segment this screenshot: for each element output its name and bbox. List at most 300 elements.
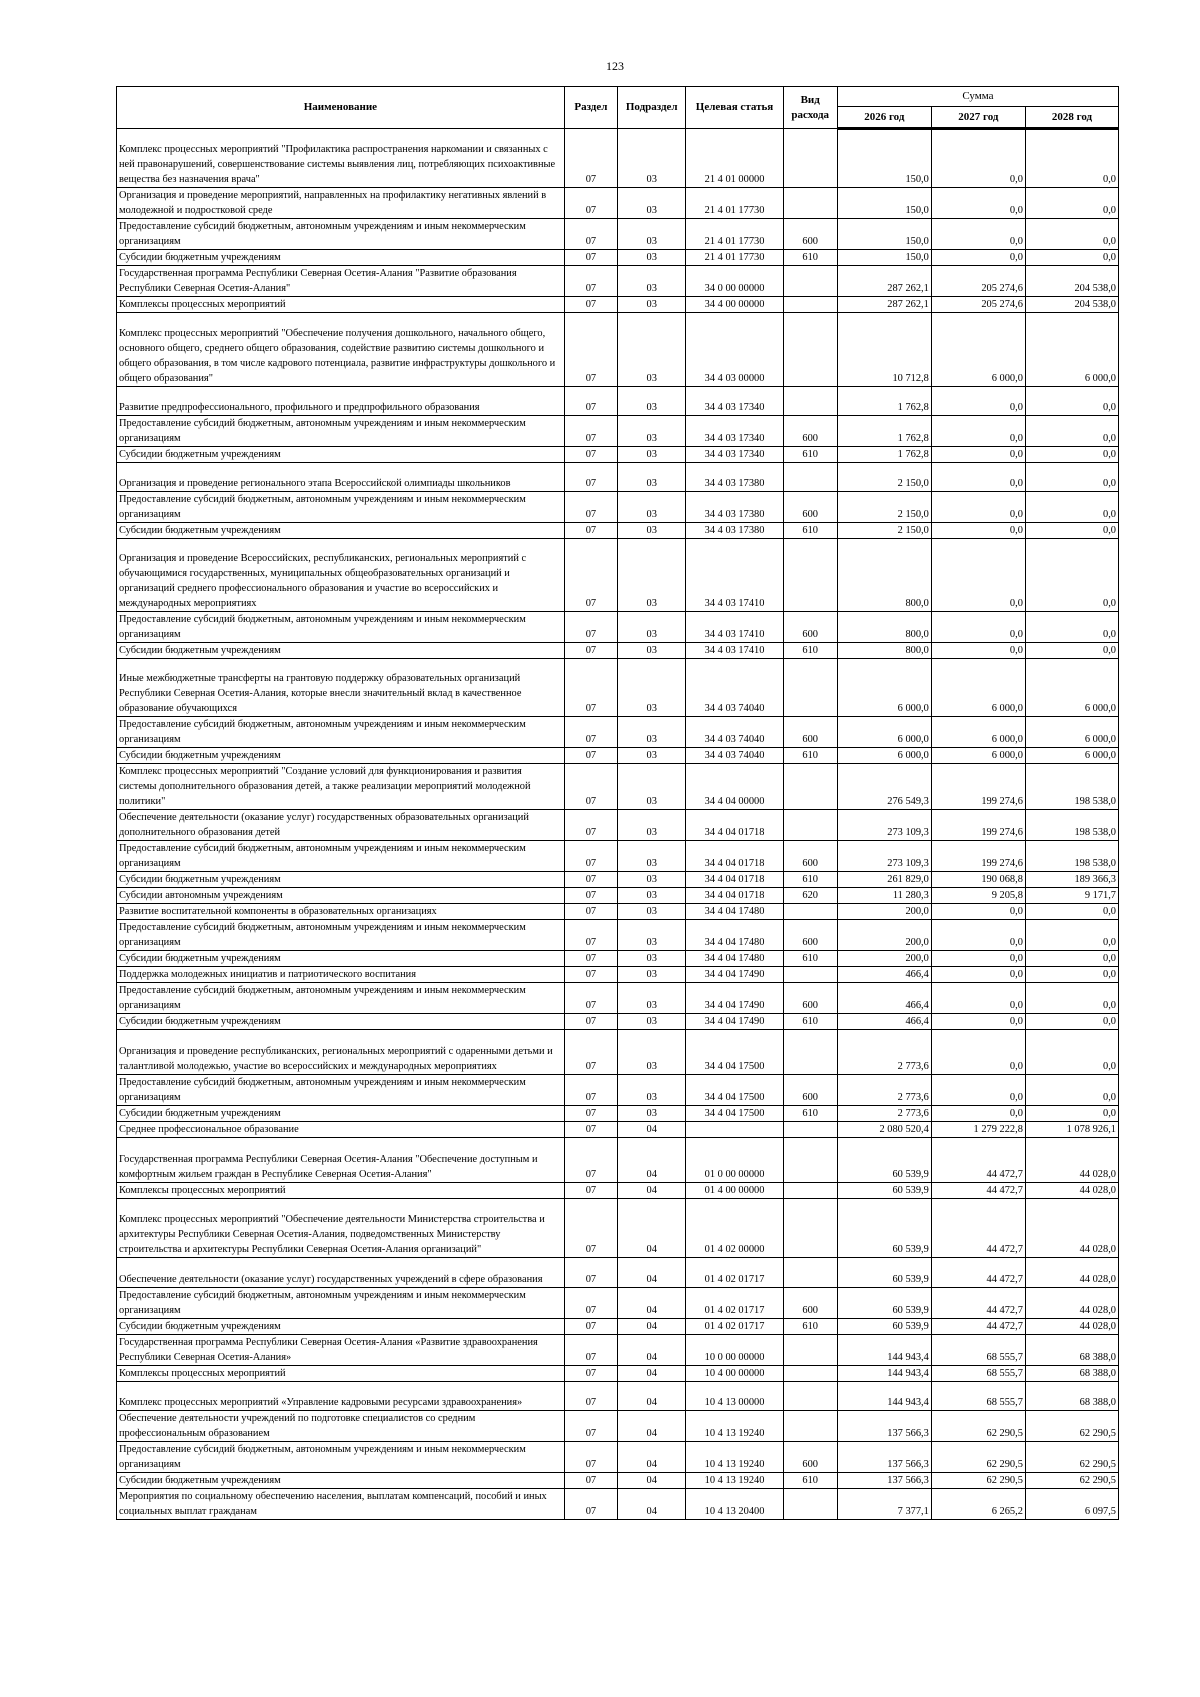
- row-sum-2026: 6 000,0: [837, 748, 931, 764]
- table-row: [117, 967, 1119, 983]
- row-sum-2027: 0,0: [931, 387, 1025, 416]
- row-target-article: 34 4 04 17480: [686, 951, 783, 967]
- table-row: [117, 1288, 1119, 1319]
- row-podrazdel: 03: [617, 841, 686, 872]
- table-row: [117, 297, 1119, 313]
- row-target-article: 34 4 03 17380: [686, 463, 783, 492]
- row-podrazdel: 03: [617, 387, 686, 416]
- row-podrazdel: 03: [617, 266, 686, 297]
- row-razdel: 07: [564, 1473, 617, 1489]
- table-row: [117, 416, 1119, 447]
- row-expense-type: [783, 1366, 837, 1382]
- row-target-article: 34 0 00 00000: [686, 266, 783, 297]
- row-name: Субсидии бюджетным учреждениям: [117, 1014, 565, 1030]
- row-sum-2027: 6 000,0: [931, 748, 1025, 764]
- table-row: [117, 612, 1119, 643]
- row-expense-type: 600: [783, 1442, 837, 1473]
- row-target-article: 34 4 03 17380: [686, 492, 783, 523]
- row-expense-type: 610: [783, 951, 837, 967]
- row-podrazdel: 03: [617, 1014, 686, 1030]
- row-expense-type: [783, 463, 837, 492]
- row-razdel: 07: [564, 492, 617, 523]
- row-expense-type: [783, 1030, 837, 1075]
- row-sum-2026: 1 762,8: [837, 387, 931, 416]
- row-name: Организация и проведение республиканских, региональных мероприятий с одаренными детьми и талантливой молодежью, участие во всероссийских и международных мероприятиях: [117, 1030, 565, 1075]
- row-expense-type: 600: [783, 841, 837, 872]
- row-sum-2026: 2 773,6: [837, 1030, 931, 1075]
- row-podrazdel: 03: [617, 1106, 686, 1122]
- row-expense-type: [783, 188, 837, 219]
- row-podrazdel: 03: [617, 764, 686, 810]
- table-row: [117, 523, 1119, 539]
- header-razdel: Раздел: [564, 87, 617, 129]
- row-name: Развитие предпрофессионального, профильного и предпрофильного образования: [117, 387, 565, 416]
- row-podrazdel: 03: [617, 416, 686, 447]
- row-target-article: 34 4 03 17340: [686, 416, 783, 447]
- row-razdel: 07: [564, 764, 617, 810]
- row-name: Комплекс процессных мероприятий «Управление кадровыми ресурсами здравоохранения»: [117, 1382, 565, 1411]
- table-row: [117, 1122, 1119, 1138]
- row-sum-2028: 0,0: [1025, 1106, 1118, 1122]
- row-sum-2027: 6 000,0: [931, 659, 1025, 717]
- row-name: Предоставление субсидий бюджетным, автономным учреждениям и иным некоммерческим организациям: [117, 1288, 565, 1319]
- row-sum-2028: 0,0: [1025, 951, 1118, 967]
- row-podrazdel: 03: [617, 297, 686, 313]
- table-row: [117, 659, 1119, 717]
- row-podrazdel: 03: [617, 129, 686, 188]
- row-podrazdel: 03: [617, 612, 686, 643]
- row-podrazdel: 04: [617, 1442, 686, 1473]
- row-sum-2028: 0,0: [1025, 447, 1118, 463]
- row-expense-type: 610: [783, 748, 837, 764]
- row-razdel: 07: [564, 1075, 617, 1106]
- row-expense-type: 610: [783, 872, 837, 888]
- header-year-2028: 2028 год: [1025, 107, 1118, 129]
- row-target-article: 01 4 02 01717: [686, 1288, 783, 1319]
- row-podrazdel: 03: [617, 951, 686, 967]
- row-podrazdel: 04: [617, 1335, 686, 1366]
- row-name: Комплексы процессных мероприятий: [117, 297, 565, 313]
- row-sum-2026: 60 539,9: [837, 1288, 931, 1319]
- row-razdel: 07: [564, 1122, 617, 1138]
- row-sum-2027: 44 472,7: [931, 1138, 1025, 1183]
- row-expense-type: 600: [783, 920, 837, 951]
- row-sum-2028: 1 078 926,1: [1025, 1122, 1118, 1138]
- row-podrazdel: 04: [617, 1138, 686, 1183]
- row-name: Мероприятия по социальному обеспечению населения, выплатам компенсаций, пособий и иных социальных выплат гражданам: [117, 1489, 565, 1520]
- row-name: Субсидии бюджетным учреждениям: [117, 1106, 565, 1122]
- row-razdel: 07: [564, 872, 617, 888]
- row-sum-2027: 190 068,8: [931, 872, 1025, 888]
- row-target-article: 34 4 03 17340: [686, 387, 783, 416]
- row-target-article: 10 4 13 20400: [686, 1489, 783, 1520]
- row-podrazdel: 04: [617, 1288, 686, 1319]
- row-expense-type: [783, 266, 837, 297]
- row-name: Субсидии бюджетным учреждениям: [117, 951, 565, 967]
- row-sum-2028: 44 028,0: [1025, 1183, 1118, 1199]
- row-sum-2026: 261 829,0: [837, 872, 931, 888]
- row-podrazdel: 03: [617, 447, 686, 463]
- table-row: [117, 1319, 1119, 1335]
- row-razdel: 07: [564, 841, 617, 872]
- row-sum-2028: 0,0: [1025, 463, 1118, 492]
- table-row: [117, 387, 1119, 416]
- table-row: [117, 250, 1119, 266]
- row-sum-2026: 273 109,3: [837, 841, 931, 872]
- row-name: Предоставление субсидий бюджетным, автономным учреждениям и иным некоммерческим организациям: [117, 920, 565, 951]
- row-sum-2027: 199 274,6: [931, 764, 1025, 810]
- row-target-article: [686, 1122, 783, 1138]
- row-sum-2027: 0,0: [931, 129, 1025, 188]
- row-sum-2028: 62 290,5: [1025, 1473, 1118, 1489]
- row-sum-2026: 137 566,3: [837, 1411, 931, 1442]
- row-sum-2027: 44 472,7: [931, 1199, 1025, 1258]
- header-name: Наименование: [117, 87, 565, 129]
- row-sum-2026: 11 280,3: [837, 888, 931, 904]
- row-sum-2027: 44 472,7: [931, 1183, 1025, 1199]
- row-podrazdel: 03: [617, 523, 686, 539]
- row-sum-2026: 800,0: [837, 539, 931, 612]
- row-expense-type: 600: [783, 612, 837, 643]
- page-number: 123: [606, 59, 624, 73]
- row-podrazdel: 04: [617, 1319, 686, 1335]
- row-podrazdel: 04: [617, 1258, 686, 1288]
- row-podrazdel: 03: [617, 748, 686, 764]
- row-sum-2026: 144 943,4: [837, 1335, 931, 1366]
- row-sum-2027: 0,0: [931, 447, 1025, 463]
- row-sum-2027: 0,0: [931, 904, 1025, 920]
- row-expense-type: 600: [783, 416, 837, 447]
- row-sum-2027: 62 290,5: [931, 1411, 1025, 1442]
- row-expense-type: 610: [783, 447, 837, 463]
- row-sum-2026: 466,4: [837, 983, 931, 1014]
- table-row: [117, 1075, 1119, 1106]
- row-expense-type: 610: [783, 1319, 837, 1335]
- table-row: [117, 717, 1119, 748]
- row-sum-2027: 0,0: [931, 492, 1025, 523]
- row-sum-2026: 6 000,0: [837, 659, 931, 717]
- row-target-article: 10 4 13 00000: [686, 1382, 783, 1411]
- row-razdel: 07: [564, 1014, 617, 1030]
- row-name: Среднее профессиональное образование: [117, 1122, 565, 1138]
- table-row: [117, 764, 1119, 810]
- row-expense-type: [783, 1183, 837, 1199]
- table-row: [117, 951, 1119, 967]
- row-target-article: 10 4 13 19240: [686, 1442, 783, 1473]
- row-name: Субсидии бюджетным учреждениям: [117, 643, 565, 659]
- row-podrazdel: 03: [617, 463, 686, 492]
- row-sum-2028: 0,0: [1025, 539, 1118, 612]
- row-podrazdel: 04: [617, 1489, 686, 1520]
- row-podrazdel: 03: [617, 643, 686, 659]
- row-podrazdel: 03: [617, 717, 686, 748]
- row-sum-2026: 60 539,9: [837, 1199, 931, 1258]
- row-name: Обеспечение деятельности (оказание услуг) государственных образовательных организаций дополнительного образования детей: [117, 810, 565, 841]
- row-sum-2026: 466,4: [837, 1014, 931, 1030]
- row-expense-type: 600: [783, 492, 837, 523]
- row-target-article: 21 4 01 17730: [686, 188, 783, 219]
- row-razdel: 07: [564, 1319, 617, 1335]
- row-sum-2027: 44 472,7: [931, 1258, 1025, 1288]
- row-sum-2027: 0,0: [931, 612, 1025, 643]
- row-sum-2028: 44 028,0: [1025, 1199, 1118, 1258]
- row-name: Комплексы процессных мероприятий: [117, 1366, 565, 1382]
- row-razdel: 07: [564, 1258, 617, 1288]
- row-target-article: 34 4 03 74040: [686, 659, 783, 717]
- header-expense-type: Вид расхода: [783, 87, 837, 129]
- row-sum-2026: 273 109,3: [837, 810, 931, 841]
- table-row: [117, 1489, 1119, 1520]
- row-name: Предоставление субсидий бюджетным, автономным учреждениям и иным некоммерческим организациям: [117, 717, 565, 748]
- table-row: [117, 1199, 1119, 1258]
- row-expense-type: [783, 967, 837, 983]
- row-expense-type: [783, 539, 837, 612]
- row-razdel: 07: [564, 967, 617, 983]
- row-target-article: 34 4 04 17500: [686, 1030, 783, 1075]
- table-row: [117, 539, 1119, 612]
- row-name: Субсидии бюджетным учреждениям: [117, 1319, 565, 1335]
- table-row: [117, 1411, 1119, 1442]
- row-expense-type: 610: [783, 1106, 837, 1122]
- table-row: [117, 1382, 1119, 1411]
- row-sum-2026: 2 150,0: [837, 492, 931, 523]
- row-razdel: 07: [564, 1106, 617, 1122]
- row-sum-2028: 9 171,7: [1025, 888, 1118, 904]
- row-sum-2027: 0,0: [931, 250, 1025, 266]
- row-target-article: 21 4 01 00000: [686, 129, 783, 188]
- row-expense-type: 620: [783, 888, 837, 904]
- row-target-article: 01 4 02 01717: [686, 1258, 783, 1288]
- row-sum-2028: 6 000,0: [1025, 313, 1118, 387]
- table-row: [117, 463, 1119, 492]
- row-sum-2026: 60 539,9: [837, 1258, 931, 1288]
- row-sum-2027: 0,0: [931, 920, 1025, 951]
- row-sum-2028: 0,0: [1025, 1014, 1118, 1030]
- row-expense-type: [783, 129, 837, 188]
- row-razdel: 07: [564, 1199, 617, 1258]
- row-sum-2028: 0,0: [1025, 387, 1118, 416]
- row-target-article: 01 4 02 01717: [686, 1319, 783, 1335]
- row-razdel: 07: [564, 416, 617, 447]
- row-sum-2028: 0,0: [1025, 1075, 1118, 1106]
- row-expense-type: [783, 1122, 837, 1138]
- row-target-article: 01 4 00 00000: [686, 1183, 783, 1199]
- row-expense-type: [783, 1199, 837, 1258]
- row-razdel: 07: [564, 188, 617, 219]
- table-row: [117, 983, 1119, 1014]
- row-name: Обеспечение деятельности учреждений по подготовке специалистов со средним профессиональным образованием: [117, 1411, 565, 1442]
- header-target-article: Целевая статья: [686, 87, 783, 129]
- row-expense-type: 600: [783, 1075, 837, 1106]
- row-podrazdel: 03: [617, 539, 686, 612]
- header-year-2027: 2027 год: [931, 107, 1025, 129]
- row-podrazdel: 03: [617, 888, 686, 904]
- row-podrazdel: 04: [617, 1183, 686, 1199]
- row-sum-2026: 1 762,8: [837, 416, 931, 447]
- row-podrazdel: 03: [617, 250, 686, 266]
- row-sum-2027: 9 205,8: [931, 888, 1025, 904]
- row-sum-2027: 205 274,6: [931, 266, 1025, 297]
- row-expense-type: 610: [783, 250, 837, 266]
- row-razdel: 07: [564, 659, 617, 717]
- row-sum-2028: 44 028,0: [1025, 1319, 1118, 1335]
- row-name: Развитие воспитательной компоненты в образовательных организациях: [117, 904, 565, 920]
- table-row: [117, 1138, 1119, 1183]
- row-sum-2026: 200,0: [837, 904, 931, 920]
- row-razdel: 07: [564, 717, 617, 748]
- row-name: Государственная программа Республики Северная Осетия-Алания «Развитие здравоохранения Республики Северная Осетия-Алания»: [117, 1335, 565, 1366]
- row-podrazdel: 03: [617, 983, 686, 1014]
- row-razdel: 07: [564, 748, 617, 764]
- table-row: [117, 643, 1119, 659]
- row-target-article: 01 0 00 00000: [686, 1138, 783, 1183]
- row-sum-2028: 68 388,0: [1025, 1366, 1118, 1382]
- row-target-article: 34 4 04 17480: [686, 920, 783, 951]
- row-name: Предоставление субсидий бюджетным, автономным учреждениям и иным некоммерческим организациям: [117, 1442, 565, 1473]
- table-row: [117, 810, 1119, 841]
- row-sum-2027: 44 472,7: [931, 1319, 1025, 1335]
- row-sum-2027: 44 472,7: [931, 1288, 1025, 1319]
- row-sum-2028: 0,0: [1025, 129, 1118, 188]
- row-expense-type: 600: [783, 219, 837, 250]
- row-name: Иные межбюджетные трансферты на грантовую поддержку образовательных организаций Республики Северная Осетия-Алания, которые внесли значительный вклад в качественное образование обучающихся: [117, 659, 565, 717]
- row-expense-type: 610: [783, 523, 837, 539]
- row-podrazdel: 03: [617, 1030, 686, 1075]
- row-sum-2028: 189 366,3: [1025, 872, 1118, 888]
- row-sum-2026: 287 262,1: [837, 297, 931, 313]
- table-row: [117, 313, 1119, 387]
- row-target-article: 34 4 04 00000: [686, 764, 783, 810]
- row-razdel: 07: [564, 643, 617, 659]
- table-row: [117, 1335, 1119, 1366]
- row-razdel: 07: [564, 1366, 617, 1382]
- row-target-article: 34 4 04 17480: [686, 904, 783, 920]
- row-sum-2026: 276 549,3: [837, 764, 931, 810]
- row-sum-2026: 137 566,3: [837, 1473, 931, 1489]
- row-sum-2027: 0,0: [931, 463, 1025, 492]
- row-sum-2026: 200,0: [837, 920, 931, 951]
- row-razdel: 07: [564, 387, 617, 416]
- row-sum-2028: 0,0: [1025, 250, 1118, 266]
- row-sum-2027: 0,0: [931, 1106, 1025, 1122]
- row-target-article: 01 4 02 00000: [686, 1199, 783, 1258]
- budget-table: [116, 86, 1119, 1520]
- row-sum-2026: 6 000,0: [837, 717, 931, 748]
- header-podrazdel: Подраздел: [617, 87, 686, 129]
- row-sum-2026: 60 539,9: [837, 1138, 931, 1183]
- row-razdel: 07: [564, 266, 617, 297]
- row-sum-2027: 199 274,6: [931, 841, 1025, 872]
- row-razdel: 07: [564, 1183, 617, 1199]
- row-sum-2027: 62 290,5: [931, 1442, 1025, 1473]
- row-target-article: 34 4 03 17380: [686, 523, 783, 539]
- table-body: [117, 129, 1119, 1520]
- row-name: Комплекс процессных мероприятий "Обеспечение деятельности Министерства строительства и архитектуры Республики Северная Осетия-Алания, подведомственных Министерству строительства и архитектуры Республики Северная Осетия-Алания организаций": [117, 1199, 565, 1258]
- row-sum-2028: 0,0: [1025, 612, 1118, 643]
- row-sum-2026: 150,0: [837, 188, 931, 219]
- row-expense-type: 610: [783, 643, 837, 659]
- row-sum-2026: 60 539,9: [837, 1319, 931, 1335]
- row-podrazdel: 03: [617, 219, 686, 250]
- row-podrazdel: 03: [617, 659, 686, 717]
- row-target-article: 34 4 03 17410: [686, 539, 783, 612]
- row-name: Комплекс процессных мероприятий "Создание условий для функционирования и развития системы дополнительного образования детей, а также реализации мероприятий молодежной политики": [117, 764, 565, 810]
- row-expense-type: 610: [783, 1014, 837, 1030]
- row-target-article: 10 4 00 00000: [686, 1366, 783, 1382]
- table-row: [117, 841, 1119, 872]
- row-name: Предоставление субсидий бюджетным, автономным учреждениям и иным некоммерческим организациям: [117, 612, 565, 643]
- table-row: [117, 492, 1119, 523]
- row-sum-2027: 0,0: [931, 643, 1025, 659]
- row-sum-2027: 6 000,0: [931, 717, 1025, 748]
- row-sum-2028: 198 538,0: [1025, 764, 1118, 810]
- row-razdel: 07: [564, 313, 617, 387]
- row-sum-2027: 0,0: [931, 1075, 1025, 1106]
- row-sum-2026: 800,0: [837, 612, 931, 643]
- row-sum-2028: 0,0: [1025, 416, 1118, 447]
- row-sum-2026: 150,0: [837, 250, 931, 266]
- row-name: Субсидии бюджетным учреждениям: [117, 447, 565, 463]
- row-podrazdel: 03: [617, 188, 686, 219]
- row-podrazdel: 04: [617, 1122, 686, 1138]
- row-expense-type: [783, 1382, 837, 1411]
- row-target-article: 10 4 13 19240: [686, 1473, 783, 1489]
- row-target-article: 34 4 00 00000: [686, 297, 783, 313]
- row-razdel: 07: [564, 1138, 617, 1183]
- row-target-article: 34 4 04 17490: [686, 983, 783, 1014]
- row-sum-2026: 144 943,4: [837, 1366, 931, 1382]
- row-expense-type: [783, 387, 837, 416]
- row-name: Предоставление субсидий бюджетным, автономным учреждениям и иным некоммерческим организациям: [117, 219, 565, 250]
- row-sum-2027: 199 274,6: [931, 810, 1025, 841]
- row-expense-type: [783, 659, 837, 717]
- row-sum-2026: 150,0: [837, 129, 931, 188]
- table-row: [117, 219, 1119, 250]
- row-name: Предоставление субсидий бюджетным, автономным учреждениям и иным некоммерческим организациям: [117, 841, 565, 872]
- row-sum-2028: 0,0: [1025, 523, 1118, 539]
- row-podrazdel: 03: [617, 904, 686, 920]
- row-razdel: 07: [564, 983, 617, 1014]
- row-target-article: 34 4 03 00000: [686, 313, 783, 387]
- header-year-2026: 2026 год: [837, 107, 931, 129]
- row-expense-type: [783, 313, 837, 387]
- row-razdel: 07: [564, 810, 617, 841]
- row-sum-2027: 0,0: [931, 951, 1025, 967]
- row-target-article: 34 4 04 17490: [686, 967, 783, 983]
- row-sum-2028: 198 538,0: [1025, 810, 1118, 841]
- row-sum-2027: 0,0: [931, 967, 1025, 983]
- row-sum-2026: 466,4: [837, 967, 931, 983]
- row-podrazdel: 04: [617, 1382, 686, 1411]
- row-razdel: 07: [564, 1489, 617, 1520]
- row-razdel: 07: [564, 463, 617, 492]
- row-sum-2026: 60 539,9: [837, 1183, 931, 1199]
- row-podrazdel: 03: [617, 920, 686, 951]
- table-row: [117, 188, 1119, 219]
- row-expense-type: 600: [783, 717, 837, 748]
- row-expense-type: [783, 810, 837, 841]
- row-name: Комплекс процессных мероприятий "Обеспечение получения дошкольного, начального общего, основного общего, среднего общего образования, содействие развитию системы дошкольного и общего образования, в том числе кадрового потенциала, развитие инфраструктуры дошкольного и общего образования": [117, 313, 565, 387]
- table-row: [117, 1014, 1119, 1030]
- row-razdel: 07: [564, 888, 617, 904]
- row-name: Организация и проведение Всероссийских, республиканских, региональных мероприятий с обучающимися государственных, муниципальных общеобразовательных организаций и организаций среднего профессионального образования и участие во всероссийских и международных мероприятиях: [117, 539, 565, 612]
- row-sum-2026: 7 377,1: [837, 1489, 931, 1520]
- row-sum-2028: 0,0: [1025, 219, 1118, 250]
- row-sum-2027: 1 279 222,8: [931, 1122, 1025, 1138]
- row-sum-2026: 2 080 520,4: [837, 1122, 931, 1138]
- row-name: Комплекс процессных мероприятий "Профилактика распространения наркомании и связанных с ней правонарушений, совершенствование системы выявления лиц, потребляющих психоактивные вещества без назначения врача": [117, 129, 565, 188]
- row-sum-2026: 137 566,3: [837, 1442, 931, 1473]
